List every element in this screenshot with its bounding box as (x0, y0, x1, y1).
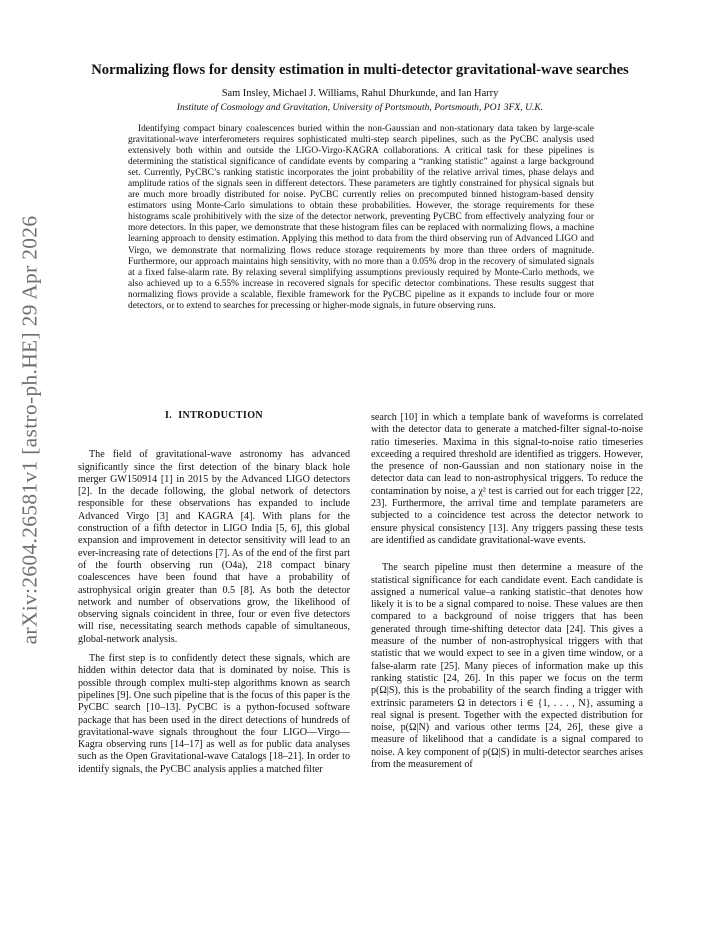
arxiv-stamp-text: arXiv:2604.26581v1 [astro-ph.HE] 29 Apr 2026 (17, 215, 42, 645)
section-number: I. (164, 410, 173, 421)
paper-title: Normalizing flows for density estimation in multi-detector gravitational-wave searches (91, 62, 629, 78)
abstract: Identifying compact binary coalescences buried within the non-Gaussian and non-stationary data taken by large-scale gravitational-wave interferometers requires sophisticated multi-step search pipelines, such as the PyCBC analysis used extensively both within and outside the LIGO-Virgo-KAGRA collaborations. A critical task for these pipelines is determining the statistical significance of candidate events by comparing a “ranking statistic” against a large background set. Currently, PyCBC’s ranking statistic incorporates the joint probability of the relative arrival times, phase delays and amplitude ratios of the signals seen in different detectors. These parameters are tightly constrained for physical signals but are much more broadly distributed for noise. PyCBC currently relies on precomputed binned histogram-based density estimators using Monte-Carlo simulations to obtain these probabilities. However, the storage requirements for these histograms scale prohibitively with the size of the detector network, preventing PyCBC from effectively analyzing four or more detectors. In this paper, we demonstrate that these histogram files can be replaced with normalizing flows, a machine learning approach to density estimation. Applying this method to data from the third observing run of Advanced LIGO and Virgo, we demonstrate that normalizing flows reduce storage requirements by more than three orders of magnitude. Furthermore, our approach maintains high sensitivity, with no more than a 0.05% drop in the recovery of simulated signals at a fixed false-alarm rate. By relaxing several simplifying assumptions previously required by Monte-Carlo methods, we also achieved up to a 6.55% increase in recovered signals for specific detector combinations. These results suggest that normalizing flows provide a scalable, flexible framework for the PyCBC pipeline as it expands to include four or more detectors, or to extend to searches for precessing or higher-mode signals, in future observing runs. (128, 124, 594, 311)
right-column (371, 412, 643, 778)
paragraph: search [10] in which a template bank of waveforms is correlated with the detector data to generate a matched-filter signal-to-noise ratio timeseries. Maxima in this signal-to-noise ratio timeseries exceeding a required threshold are identified as triggers. However, the presence of non-Gaussian and non stationary noise in the detector data can lead to non-astrophysical triggers. To reduce the contamination by noise, a χ² test is carried out for each trigger [22, 23]. Furthermore, the arrival time and template parameters are subjected to a coincidence test across the detector network to ensure physical consistency [13]. Any triggers passing these tests are identified as candidate gravitational-wave events. (371, 412, 643, 546)
section-heading (78, 410, 350, 422)
section-title: INTRODUCTION (178, 410, 263, 421)
left-column (78, 410, 350, 783)
paragraph: The first step is to confidently detect these signals, which are hidden within detector data that is dominated by noise. This is possible through complex multi-step algorithms known as search pipelines [9]. One such pipeline that is the focus of this paper is the PyCBC search [10–13]. PyCBC is a python-focused software package that has been used in the direct detections of hundreds of gravitational-wave signals throughout the four LIGO—Virgo—Kagra observing runs [14–17] as well as for public data analyses such as the Open Gravitational-wave Catalogs [18–21]. In order to identify signals, the PyCBC analysis applies a matched filter (78, 653, 350, 775)
paragraph: The field of gravitational-wave astronomy has advanced significantly since the first detection of the binary black hole merger GW150914 [1] in 2015 by the Advanced LIGO detectors [2]. In the decade following, the global network of detectors responsible for these observations has expanded to include Advanced Virgo [3] and KAGRA [4]. With plans for the construction of a fifth detector in LIGO India [5, 6], this global expansion and improvement in detector sensitivity will lead to an ever-increasing rate of detections [7]. As of the end of the first part of the fourth observing run (O4a), 218 compact binary coalescences have been found that have a probability of astrophysical origin greater than 0.5 [8]. As both the detector network and number of observations grow, the likelihood of observing signals coincident in three, four or even five detectors will rise, necessitating search methods capable of simultaneous, global-network analysis. (78, 449, 350, 645)
arxiv-stamp (12, 160, 48, 700)
author-list: Sam Insley, Michael J. Williams, Rahul Dhurkunde, and Ian Harry (221, 88, 499, 99)
affiliation: Institute of Cosmology and Gravitation, University of Portsmouth, Portsmouth, PO1 3FX, U.K. (176, 102, 544, 113)
paragraph: The search pipeline must then determine a measure of the statistical significance for each candidate event. Each candidate is assigned a numerical value–a ranking statistic–that denotes how likely it is to be a signal compared to noise. These values are then compared to a background of noise triggers that has been generated through time-shifting detector data [24]. This gives a measure of the number of non-astrophysical triggers with that statistic that we would expect to see in a given time window, or a false-alarm rate [25]. Many pieces of information make up this ranking statistic [24, 26]. In this paper we focus on the term p(Ω|S), this is the probability of the search finding a trigger with extrinsic parameters Ω in detectors i ∈ {1, . . . , N}, assuming a real signal is present. Together with the expected distribution for noise, p(Ω|N) and various other terms [24, 26], these give a measure of likelihood that a candidate is a signal compared to noise. A key component of p(Ω|S) in multi-detector searches arises from the measurement of (371, 562, 643, 771)
